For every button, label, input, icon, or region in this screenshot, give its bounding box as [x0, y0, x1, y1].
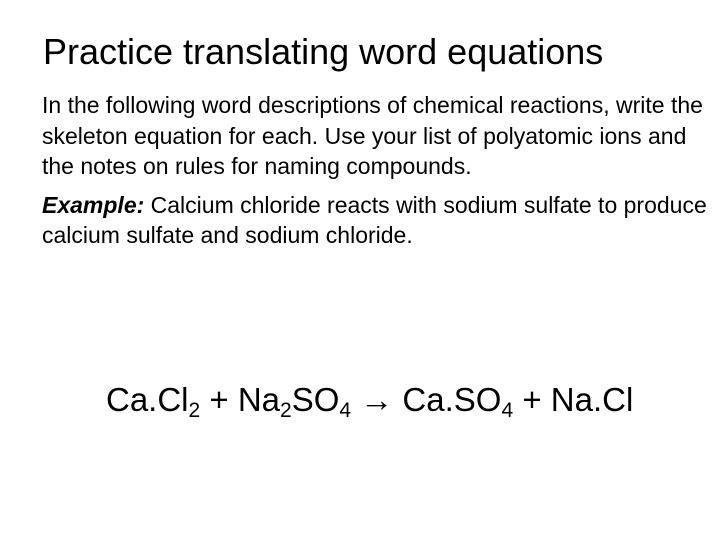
example-label: Example: — [42, 191, 145, 218]
reaction-arrow: → — [351, 381, 403, 418]
instructions-paragraph: In the following word descriptions of chemical reactions, write the skeleton equation for each. Use your list of polyatomic ions and the notes on rules for naming compounds. — [42, 92, 703, 179]
reactant-2-subscript-2: 4 — [339, 399, 352, 422]
reactant-2 — [237, 381, 352, 422]
product-2: Na.Cl — [550, 381, 634, 418]
reactant-2-subscript-1: 2 — [280, 399, 292, 422]
example-text: Calcium chloride reacts with sodium sulfate to produce calcium sulfate and sodium chloride. — [42, 191, 707, 248]
slide-title: Practice translating word equations — [43, 31, 604, 72]
plus-sign-1: + — [200, 381, 238, 418]
reactant-1 — [106, 381, 201, 422]
product-1-base: Ca.SO — [402, 381, 502, 418]
example-paragraph — [42, 190, 712, 251]
reactant-1-base: Ca.Cl — [106, 381, 189, 418]
product-1 — [402, 381, 514, 422]
plus-sign-2: + — [513, 381, 551, 418]
reactant-2-part-1: Na — [237, 381, 281, 418]
reactant-2-part-2: SO — [291, 381, 340, 418]
reactant-1-subscript: 2 — [188, 399, 201, 422]
chemical-equation — [106, 378, 633, 422]
slide-body — [42, 90, 712, 259]
product-1-subscript: 4 — [501, 399, 514, 422]
